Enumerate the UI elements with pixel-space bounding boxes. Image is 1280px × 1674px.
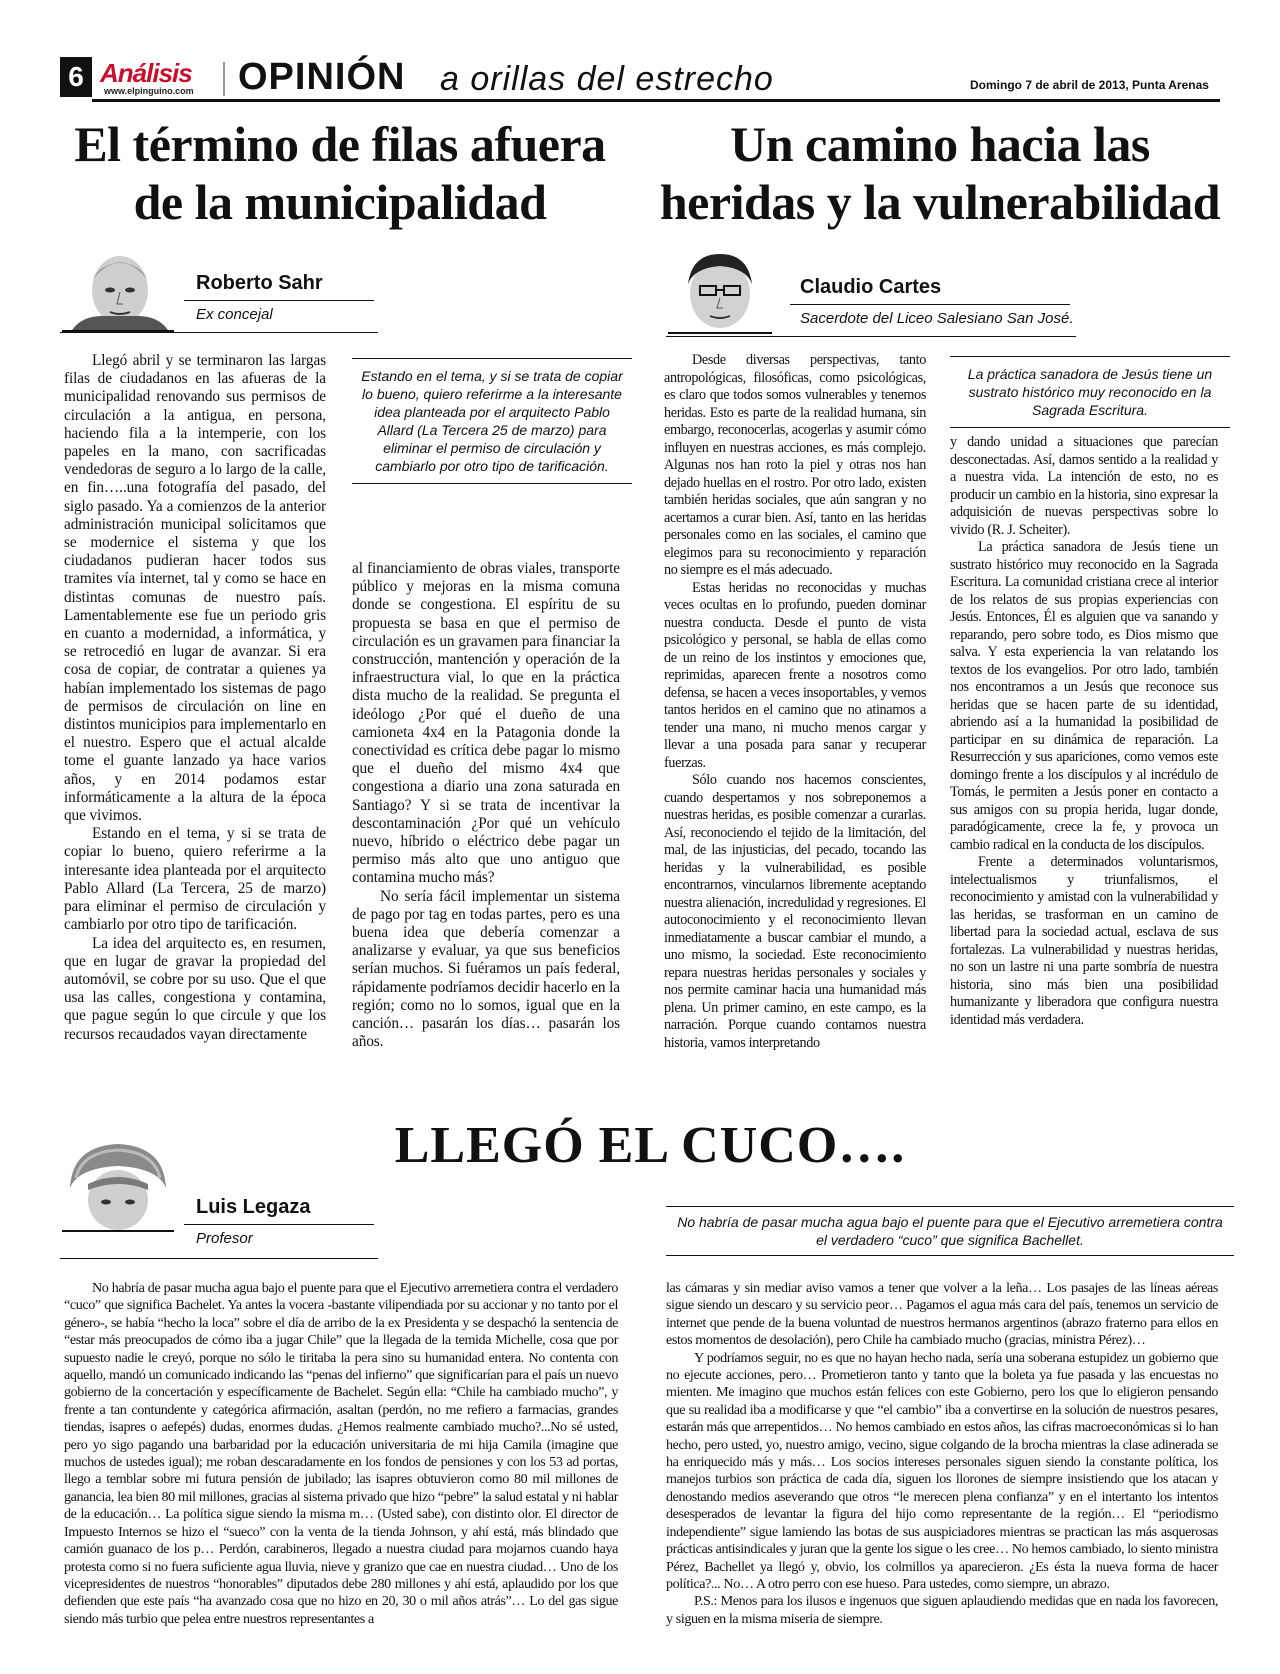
paragraph: Y podríamos seguir, no es que no hayan hecho nada, sería una soberana estupidez un gobierno que no ejecute acciones, pero… Prometieron tanto y tanto que la boleta ya fue pasada y las encuestas no mienten. Me imagino que muchos están felices con este Gobierno, pero los que lo eligieron pensando que su realidad iba a modificarse y que “el cambio” iba a convertirse en la solución de nuestros pesares, estarán más que arrepentidos… No hemos cambiado en estos años, las cifras macroeconómicas si lo han hecho, pero usted, yo, nuestro amigo, vecino, sigue colgando de la brocha mientras la clase adinerada se ha enriquecido más y más… Los socios intereses personales siguen siendo la constante política, los manejos turbios son práctica de cada día, siguen los llorones de siempre insistiendo que los atacan y denostando medios aseverando que otros “le merecen plena confianza” y en el intertanto los intentos desesperados de levantar la figura del hijo como representante de la región… El “periodismo independiente” sigue lamiendo las botas de sus auspiciadores mientras se practican las más asquerosas prácticas antisindicales y juran que la gente los sigue o les cree… No hemos cambiado, lo siento ministra Pérez, Bachellet ya llegó y, obvio, los colmillos ya aparecieron. ¿Es ésta la nueva forma de hacer política?... No… A otro perro con ese hueso. Para ustedes, como siempre, un abrazo.: [666, 1349, 1218, 1592]
paragraph: y dando unidad a situaciones que parecían desconectadas. Así, damos sentido a la realidad y a nuestra vida. La intención de esto, no es producir un cambio en la historia, sino expresar la adquisición de nuevas perspectivas sobre lo vivido (R. J. Scheiter).: [950, 434, 1218, 538]
header-rule: [92, 99, 1220, 102]
article3-author-role: Profesor: [196, 1230, 253, 1247]
article3-author-name: Luis Legaza: [196, 1196, 311, 1218]
newspaper-logo: Análisis: [100, 58, 192, 88]
paragraph: La idea del arquitecto es, en resumen, que en lugar de gravar la propiedad del automóvil, se cobre por su uso. Que el que usa las calles, congestiona y contamina, que pague según lo que circule y que los recursos recaudados vayan directamente: [64, 934, 326, 1043]
article3-headline: LLEGÓ EL CUCO….: [394, 1117, 906, 1174]
article3-pullquote: No habría de pasar mucha agua bajo el puente para que el Ejecutivo arremetiera contra el verdadero “cuco” que significa Bachellet.: [666, 1206, 1234, 1256]
article1-author-name: Roberto Sahr: [196, 272, 323, 294]
author-rule: [184, 300, 374, 301]
paragraph: No sería fácil implementar un sistema de pago por tag en todas partes, pero es una buena idea que debería comenzar a analizarse y evaluar, ya que sus beneficios serían muchos. Si fuéramos un país federal, rápidamente podríamos decidir hacerlo en la región; como no lo somos, igual que en la canción… pasarán los días… pasarán los años.: [352, 887, 620, 1051]
author-photo-luis-legaza: [62, 1138, 174, 1232]
article2-column-2: [950, 434, 1218, 1029]
author-rule: [184, 1224, 374, 1225]
paragraph: Sólo cuando nos hacemos conscientes, cuando despertamos y nos sobreponemos a nuestras heridas, es posible comenzar a curarlas. Así, reconociendo el tejido de la limitación, del mal, de las injusticias, del pecado, tocando las heridas y la vulnerabilidad, es posible encontrarnos, vincularnos libremente aceptando nuestra alienación, incredulidad y regresiones. El autoconocimiento y el reconocimiento llevan inmediatamente a buscar cambiar el mundo, a uno mismo, la sociedad. Este reconocimiento repara nuestras heridas personales y sociales y nos permite caminar hacia una humanidad más plena. Un primer camino, en este campo, es la narración. Porque cuando contamos nuestra historia, vamos interpretando: [664, 772, 926, 1051]
paragraph: No habría de pasar mucha agua bajo el puente para que el Ejecutivo arremetiera contra el verdadero “cuco” que significa Bachelet. Ya antes la vocera -bastante vilipendiada por su accionar y no tanto por el género-, se había “hecho la loca” sobre el día de arribo de la ex Presidenta y se despachó la sentencia de “estar más preocupados de cómo iba a jugar Chile” que la llegada de la temida Michelle, cosa que por supuesto nadie le creyó, porque no sólo le tiritaba la pera sino su humanidad entera. No contenta con aquello, mandó un comunicado indicando las “penas del infierno” que significarían para el país un nuevo gobierno de la concertación y específicamente de Bachelet. Según ella: “Chile ha cambiado mucho”, y frente a tan contundente y categórica afirmación, asaltan (perdón, no me refiero a farmacias, grandes tiendas, isapres o aefepés) dudas, enormes dudas. ¿Hemos realmente cambiado mucho?...No sé usted, pero yo sigo pagando una barbaridad por la educación universitaria de mi hija Camila (imagine que muchos de ustedes igual); me roban descaradamente en los fondos de pensiones y con los 53 ad portas, llego a temblar sobre mi futura pensión de jubilado; las isapres obtuvieron como 80 mil millones de ganancia, lea bien 80 mil millones, gracias al sistema privado que hizo “pebre” la salud estatal y ni hablar de la educación… La política sigue siendo la misma m… (Usted sabe), con distinto olor. El director de Impuesto Internos se hizo el “sueco” con la venta de la tienda Johnson, y ahí está, más blindado que camión guanaco de los p… Perdón, carabineros, llegado a nuestra ciudad para mojarnos cuando haya protesta como si no fuera suficiente agua lluvia, nieve y granizo que cae en nuestra ciudad… Uno de los vicepresidentes de nuestros “honorables” diputados debe 280 millones y ahí está, aplaudido por los que defienden que este país “ha avanzado cosa que no hizo en 20, 30 o mil años atrás”… Lo del gas sigue siendo más turbio que pelea entre nuestros representantes a: [64, 1280, 618, 1627]
article3-column-1: [64, 1280, 618, 1628]
paragraph: P.S.: Menos para los ilusos e ingenuos que siguen aplaudiendo medidas que en nada los favorecen, y siguen en la misma miseria de siempre.: [666, 1593, 1218, 1627]
paragraph: las cámaras y sin mediar aviso vamos a tener que volver a la leña… Los pasajes de las líneas aéreas sigue siendo un descaro y su servicio peor… Pagamos el agua más cara del país, tenemos un servicio de internet que pende de la buena voluntad de nuestros hermanos argentinos (abrazo fraterno para ellos en estos momentos de desolación), pero Chile ha cambiado mucho (gracias, ministra Pérez)…: [666, 1280, 1218, 1349]
paragraph: Frente a determinados voluntarismos, intelectualismos y triunfalismos, el reconocimiento y amistad con la vulnerabilidad y las heridas, se trasforman en un camino de libertad para la sociedad actual, esclava de sus fortalezas. La vulnerabilidad y nuestras heridas, no son un lastre ni una parte sombría de nuestra historia, sino más bien una posibilidad humanizante y liberadora que configura nuestra identidad más verdadera.: [950, 854, 1218, 1028]
paragraph: Llegó abril y se terminaron las largas filas de ciudadanos en las afueras de la municipalidad renovando sus permisos de circulación a la antigua, en persona, haciendo fila a la intemperie, con los papeles en la mano, con sacrificadas vendedoras de seguro a lo largo de la calle, en fin…..una fotografía del pasado, del siglo pasado. Ya a comienzos de la anterior administración municipal solicitamos que se modernice el sistema y que los ciudadanos pudieran hacer todos sus tramites vía internet, tal y como se hace en distintas comunas de nuestro país. Lamentablemente ese fue un periodo gris en cuanto a modernidad, a informática, y se retrocedió en lugar de avanzar. Si era cosa de copiar, de contratar a quienes ya habían implementado los sistemas de pago de permisos de circulación on line en distintos municipios para implementarlo en el nuestro. Espero que el actual alcalde tome el guante lanzado ya hace varios años, y en 2014 podamos estar informáticamente a la altura de la época que vivimos.: [64, 352, 326, 825]
article2-author-name: Claudio Cartes: [800, 276, 942, 298]
author-photo-claudio-cartes: [668, 250, 772, 334]
article2-author-role: Sacerdote del Liceo Salesiano San José.: [800, 310, 1074, 327]
section-tagline: a orillas del estrecho: [440, 60, 774, 98]
author-rule: [790, 304, 1070, 305]
paragraph: Estando en el tema, y si se trata de copiar lo bueno, quiero referirme a la interesante idea planteada por el arquitecto Pablo Allard (La Tercera, 25 de marzo) para eliminar el permiso de circulación y cambiarlo por otro tipo de tarificación.: [64, 825, 326, 934]
author-rule: [666, 336, 1076, 337]
header-separator: [223, 62, 225, 96]
article1-author-role: Ex concejal: [196, 306, 273, 323]
author-rule: [60, 1258, 378, 1259]
article1-column-2: [352, 560, 620, 1051]
article1-headline: El término de filas afuera de la municipalidad: [74, 116, 606, 230]
logo-url: www.elpinguino.com: [104, 86, 194, 96]
article2-headline: Un camino hacia las heridas y la vulnerabilidad: [659, 116, 1221, 230]
article1-column-1: [64, 352, 326, 1044]
author-photo-roberto-sahr: [62, 250, 174, 332]
dateline: Domingo 7 de abril de 2013, Punta Arenas: [970, 78, 1209, 92]
section-title: OPINIÓN: [238, 56, 406, 98]
paragraph: al financiamiento de obras viales, transporte público y mejoras en la misma comuna donde se congestiona. El espíritu de su propuesta se basa en que el permiso de circulación es un gravamen para financiar la construcción, mantención y operación de la infraestructura vial, lo que en la práctica dista mucho de la realidad. Se pregunta el ideólogo ¿Por qué el dueño de una camioneta 4x4 en la Patagonia donde la conectividad es crítica debe pagar lo mismo que el dueño del mismo 4x4 que congestiona a diario una zona saturada en Santiago? Y si se trata de incentivar la descontaminación ¿Por qué un vehículo nuevo, híbrido o eléctrico debe pagar un permiso más alto que uno antiguo que contamina mucho más?: [352, 560, 620, 887]
page-number: 6: [60, 57, 92, 97]
paragraph: Estas heridas no reconocidas y muchas veces ocultas en lo profundo, pueden dominar nuestra conducta. Desde el punto de vista psicológico y personal, se habla de ellas como de un reino de los instintos y emociones que, reprimidas, aparecen frente a nosotros como defensa, se hacen a veces insoportables, y vemos tantos heridos en el camino que no atinamos a tender una mano, ni mucho menos cargar y llevar a una posada para sanar y recuperar fuerzas.: [664, 579, 926, 771]
paragraph: La práctica sanadora de Jesús tiene un sustrato histórico muy reconocido en la Sagrada Escritura. La comunidad cristiana crece al interior de los relatos de sus propias experiencias con Jesús. Entonces, Él es alguien que va sanando y reparando, pero sobre todo, es Dios mismo que salva. Y esta experiencia la van relatando los textos de los evangelios. Por otro lado, también nos encontramos a un Jesús que reconoce sus heridas que se hacen parte de su identidad, abriendo así a la humanidad la posibilidad de participar en su dinámica de reparación. La Resurrección y sus apariciones, como vemos este domingo frente a los discípulos y al incrédulo de Tomás, le permiten a Jesús poner en contacto a sus amigos con su propia herida, lugar donde, paradógicamente, crece la fe, y provoca un cambio radical en la conducta de los discípulos.: [950, 539, 1218, 853]
paragraph: Desde diversas perspectivas, tanto antropológicas, filosóficas, como psicológicas, es claro que todos somos vulnerables y tenemos heridas. Esto es parte de la realidad humana, sin embargo, reconocerlas, acogerlas y asumir cómo influyen en nuestras acciones, es más complejo. Algunas nos han roto la piel y otras nos han dejado huellas en el rostro. Por otro lado, existen también heridas sociales, que aún sangran y no acertamos a curar bien. Así, tanto en las heridas personales como en las sociales, el camino que elegimos para su reconocimiento y reparación no siempre es el más adecuado.: [664, 352, 926, 578]
author-rule: [60, 332, 378, 333]
article2-pullquote: La práctica sanadora de Jesús tiene un sustrato histórico muy reconocido en la Sagrada Escritura.: [950, 356, 1230, 428]
article2-column-1: [664, 352, 926, 1052]
article1-pullquote: Estando en el tema, y si se trata de copiar lo bueno, quiero referirme a la interesante idea planteada por el arquitecto Pablo Allard (La Tercera 25 de marzo) para eliminar el permiso de circulación y cambiarlo por otro tipo de tarificación.: [352, 358, 632, 484]
article3-column-2: [666, 1280, 1218, 1628]
